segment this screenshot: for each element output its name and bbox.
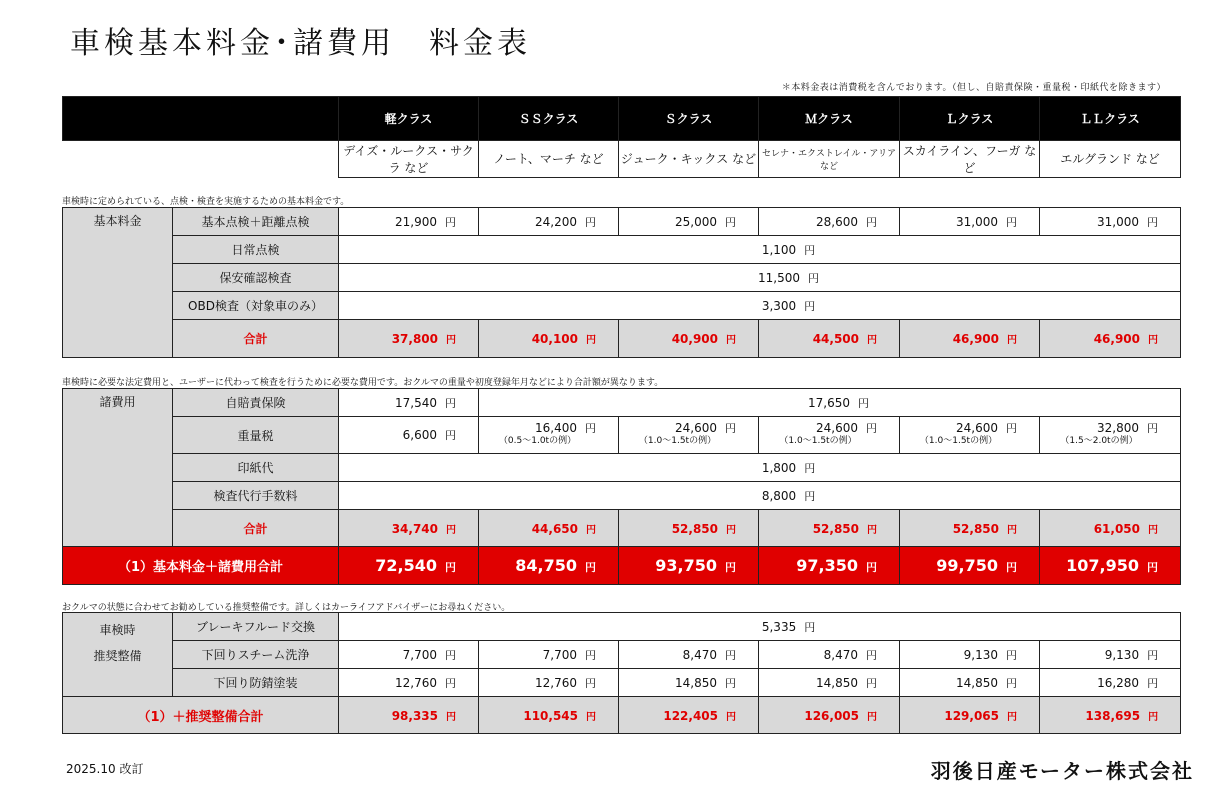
- row-label: 日常点検: [173, 236, 339, 264]
- price-value: 24,600: [675, 421, 717, 435]
- row-label: 検査代行手数料: [173, 482, 339, 510]
- total-value: 98,335: [391, 708, 438, 723]
- total-value: 44,650: [531, 521, 578, 536]
- total-value: 126,005: [804, 708, 859, 723]
- class-name: Ｌクラス: [900, 97, 1040, 141]
- basic-caption: 車検時に定められている、点検・検査を実施するための基本料金です。: [62, 197, 350, 207]
- price-value: 12,760: [395, 675, 437, 690]
- price-value: 11,500: [758, 270, 800, 285]
- price-value: 7,700: [402, 647, 437, 662]
- total-value: 34,740: [391, 521, 438, 536]
- fees-table: 諸費用 自賠責保険 17,540 円 17,650 円 重量税 6,600 円 16,400 円 （0.5～1.0tの例） 24,600 円 （1.0～1.5tの例） 24,600 円 （1.0～1.5tの例） 24,600 円 （1.0～1.5tの例） 32,800 円 （1.5～2.0tの例） 印紙代 1,800 円 検査代行手数料 8,800 円 合計 34,740 円 44,650 円 52,850 円 52,850 円 52,850 円 61,050 円 （1）基本料金＋諸費用合計 72,540 円 84,750 円 93,750 円 97,350 円 99,750 円 107,950 円: [62, 388, 1181, 585]
- company-name: 羽後日産モーター株式会社: [930, 759, 1194, 783]
- grand-total-value: 97,350: [796, 556, 858, 575]
- price-value: 1,100: [761, 242, 797, 257]
- row-label: ブレーキフルード交換: [173, 613, 339, 641]
- class-name: Ｓクラス: [619, 97, 759, 141]
- total-value: 122,405: [663, 708, 718, 723]
- row-label: 下回りスチーム洗浄: [173, 641, 339, 669]
- row-label: 保安確認検査: [173, 264, 339, 292]
- total-value: 46,900: [952, 332, 999, 346]
- recommended-caption: おクルマの状態に合わせてお勧めしている推奨整備です。詳しくはカーライフアドバイザーにお尋ねください。: [62, 603, 511, 613]
- price-value: 12,760: [535, 675, 577, 690]
- total-value: 52,850: [812, 521, 859, 536]
- price-value: 9,130: [1104, 647, 1140, 662]
- header-spacer: [63, 141, 339, 178]
- price-value: 8,470: [682, 647, 717, 662]
- price-value: 1,800: [761, 460, 797, 475]
- grand-total-value: 107,950: [1066, 556, 1140, 575]
- price-value: 9,130: [963, 647, 998, 662]
- price-value: 16,400: [535, 421, 577, 435]
- price-value: 6,600: [402, 428, 437, 442]
- price-value: 24,600: [956, 421, 998, 435]
- total-value: 40,100: [531, 332, 578, 346]
- total-value: 37,800: [391, 332, 438, 346]
- price-value: 31,000: [1097, 214, 1139, 229]
- total-label: 合計: [173, 320, 339, 358]
- price-value: 5,335: [761, 619, 797, 634]
- class-models: ノート、マーチ など: [479, 141, 619, 178]
- row-label: 下回り防錆塗装: [173, 669, 339, 697]
- total-value: 110,545: [523, 708, 578, 723]
- row-label: 印紙代: [173, 454, 339, 482]
- grand-total-value: 93,750: [655, 556, 717, 575]
- tax-note: ＊本料金表は消費税を含んでおります。（但し、自賠責保険・重量税・印紙代を除きます）: [781, 83, 1166, 93]
- total-value: 61,050: [1093, 521, 1141, 536]
- price-value: 3,300: [761, 298, 797, 313]
- fees-section-label: 諸費用: [63, 389, 173, 547]
- total-value: 44,500: [812, 332, 859, 346]
- revision-date: 2025.10 改訂: [66, 762, 144, 776]
- header-blank: [63, 97, 339, 141]
- total-value: 138,695: [1085, 708, 1141, 723]
- row-label: 基本点検＋距離点検: [173, 208, 339, 236]
- weight-note: （1.0～1.5tの例）: [638, 436, 717, 446]
- price-value: 32,800: [1097, 421, 1140, 435]
- row-label: OBD検査（対象車のみ）: [173, 292, 339, 320]
- total-label: 合計: [173, 510, 339, 547]
- total-value: 40,900: [671, 332, 718, 346]
- price-value: 24,600: [816, 421, 858, 435]
- grand-total-value: 72,540: [375, 556, 437, 575]
- recommended-table: 車検時 推奨整備 ブレーキフルード交換 5,335 円 下回りスチーム洗浄 7,700 円 7,700 円 8,470 円 8,470 円 9,130 円 9,130 円 下回り防錆塗装 12,760 円 12,760 円 14,850 円 14,850 円 14,850 円 16,280 円 （1）＋推奨整備合計 98,335 円 110,545 円 122,405 円 126,005 円 129,065 円 138,695 円: [62, 612, 1181, 734]
- class-header-table: [62, 96, 1181, 178]
- basic-section-label: 基本料金: [63, 208, 173, 358]
- page-title: 車検基本料金･諸費用 料金表: [70, 26, 531, 61]
- price-value: 7,700: [542, 647, 577, 662]
- price-value: 8,470: [823, 647, 858, 662]
- price-value: 17,650: [808, 395, 850, 410]
- price-value: 24,200: [535, 214, 577, 229]
- weight-note: （0.5～1.0tの例）: [498, 436, 577, 446]
- grand-total-value: 84,750: [515, 556, 577, 575]
- grand-total-value: 99,750: [936, 556, 998, 575]
- price-value: 14,850: [675, 675, 717, 690]
- basic-fee-table: 基本料金 基本点検＋距離点検 21,900 円 24,200 円 25,000 円 28,600 円 31,000 円 31,000 円 日常点検 1,100 円 保安確認検査 11,500 円 OBD検査（対象車のみ） 3,300 円 合計 37,800 円 40,100 円 40,900 円 44,500 円 46,900 円 46,900 円: [62, 207, 1181, 358]
- row-label: 重量税: [173, 417, 339, 454]
- price-value: 31,000: [956, 214, 998, 229]
- class-models: エルグランド など: [1040, 141, 1181, 178]
- class-models: スカイライン、フーガ など: [900, 141, 1040, 178]
- class-name: Ｍクラス: [759, 97, 900, 141]
- row-label: 自賠責保険: [173, 389, 339, 417]
- total-value: 52,850: [671, 521, 718, 536]
- weight-note: （1.5～2.0tの例）: [1060, 436, 1138, 446]
- price-value: 21,900: [395, 214, 437, 229]
- class-models: ジューク・キックス など: [619, 141, 759, 178]
- total-value: 52,850: [952, 521, 999, 536]
- price-value: 14,850: [956, 675, 998, 690]
- fees-caption: 車検時に必要な法定費用と、ユーザーに代わって検査を行うために必要な費用です。おクルマの重量や初度登録年月などにより合計額が異なります。: [62, 378, 664, 388]
- price-value: 14,850: [816, 675, 858, 690]
- weight-note: （1.0～1.5tの例）: [919, 436, 998, 446]
- class-models: デイズ・ルークス・サクラ など: [339, 141, 479, 178]
- total-value: 129,065: [944, 708, 999, 723]
- recommended-section-label: 車検時 推奨整備: [63, 613, 173, 697]
- class-name: ＬＬクラス: [1040, 97, 1181, 141]
- class-name: ＳＳクラス: [479, 97, 619, 141]
- price-value: 25,000: [675, 214, 717, 229]
- total-value: 46,900: [1093, 332, 1140, 346]
- price-value: 17,540: [395, 395, 437, 410]
- recommended-total-label: （1）＋推奨整備合計: [63, 697, 339, 734]
- grand-total-label: （1）基本料金＋諸費用合計: [63, 547, 339, 585]
- price-value: 16,280: [1097, 675, 1140, 690]
- class-models: セレナ・エクストレイル・アリア など: [759, 141, 900, 178]
- weight-note: （1.0～1.5tの例）: [779, 436, 857, 446]
- price-value: 28,600: [816, 214, 858, 229]
- price-value: 8,800: [761, 488, 797, 503]
- class-name: 軽クラス: [339, 97, 479, 141]
